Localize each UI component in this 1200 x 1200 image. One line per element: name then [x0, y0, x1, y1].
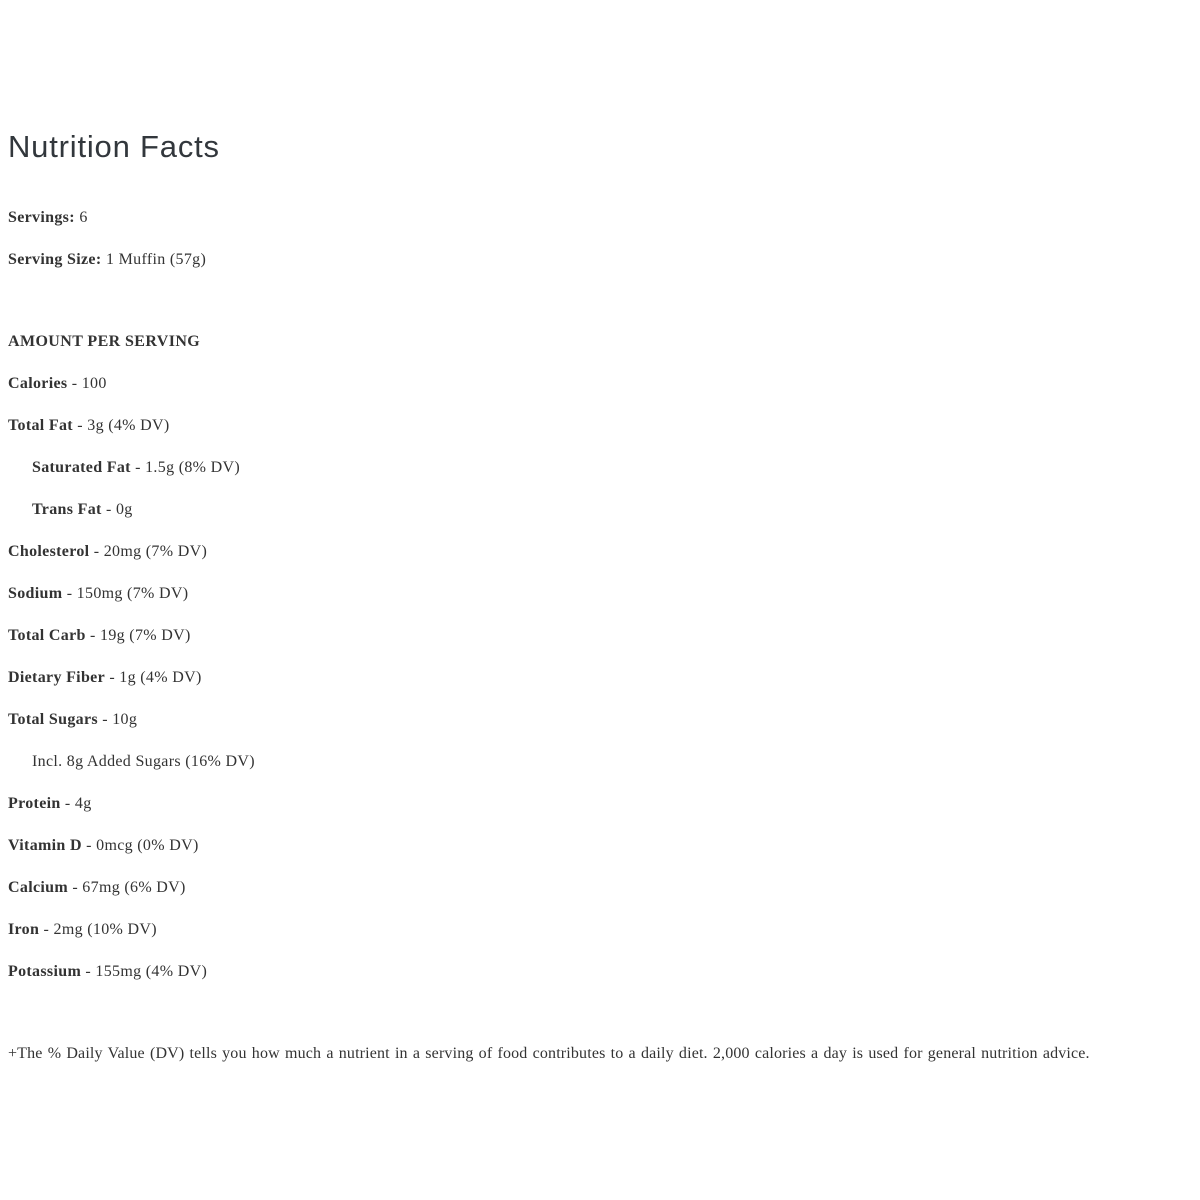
nutrient-label: Total Sugars — [8, 711, 98, 728]
nutrient-label: Iron — [8, 921, 40, 938]
servings-row — [8, 209, 1192, 226]
nutrient-label: Total Fat — [8, 417, 73, 434]
nutrient-row — [8, 459, 1192, 476]
nutrient-value: - 155mg (4% DV) — [81, 963, 208, 980]
nutrient-value: - 3g (4% DV) — [72, 417, 170, 434]
nutrient-row — [8, 711, 1192, 728]
nutrient-list — [8, 375, 1192, 980]
nutrient-label: Trans Fat — [32, 501, 102, 518]
nutrient-value: - 19g (7% DV) — [85, 627, 191, 644]
nutrient-value: - 67mg (6% DV) — [68, 879, 186, 896]
nutrient-value: - 150mg (7% DV) — [62, 585, 189, 602]
serving-size-row — [8, 251, 1192, 268]
nutrient-label: Sodium — [8, 585, 63, 602]
serving-size-value: 1 Muffin (57g) — [105, 251, 207, 268]
nutrient-value: - 2mg (10% DV) — [39, 921, 157, 938]
nutrient-row — [8, 375, 1192, 392]
nutrient-label: Calories — [8, 375, 68, 392]
nutrient-row — [8, 627, 1192, 644]
nutrient-label: Cholesterol — [8, 543, 90, 560]
nutrient-row — [8, 837, 1192, 854]
nutrient-value: - 10g — [97, 711, 138, 728]
nutrient-value: - 0g — [101, 501, 133, 518]
nutrient-value: - 1g (4% DV) — [105, 669, 202, 686]
nutrient-label: Total Carb — [8, 627, 86, 644]
nutrient-label: Dietary Fiber — [8, 669, 106, 686]
nutrient-row — [8, 543, 1192, 560]
page-title: Nutrition Facts — [8, 129, 220, 164]
servings-value: 6 — [79, 209, 88, 226]
nutrient-row — [8, 795, 1192, 812]
nutrient-label: Protein — [8, 795, 61, 812]
nutrient-value: - 0mcg (0% DV) — [81, 837, 199, 854]
nutrient-row — [8, 669, 1192, 686]
daily-value-footnote: +The % Daily Value (DV) tells you how much a nutrient in a serving of food contributes to a daily diet. 2,000 calories a day is used for general nutrition advice. — [8, 1045, 1090, 1062]
nutrient-label: Potassium — [8, 963, 82, 980]
servings-label: Servings: — [8, 209, 75, 226]
amount-per-serving-header: AMOUNT PER SERVING — [8, 333, 201, 350]
nutrient-row — [8, 417, 1192, 434]
nutrient-subtext: Incl. 8g Added Sugars (16% DV) — [32, 753, 255, 770]
nutrient-label: Vitamin D — [8, 837, 82, 854]
nutrient-value: - 4g — [60, 795, 92, 812]
nutrient-row — [8, 501, 1192, 518]
nutrient-row — [8, 921, 1192, 938]
nutrient-row — [8, 585, 1192, 602]
nutrient-label: Saturated Fat — [32, 459, 131, 476]
nutrient-value: - 20mg (7% DV) — [89, 543, 208, 560]
nutrient-row — [8, 963, 1192, 980]
nutrient-row — [8, 753, 1192, 770]
serving-size-label: Serving Size: — [8, 251, 102, 268]
nutrient-value: - 1.5g (8% DV) — [130, 459, 241, 476]
nutrient-row — [8, 879, 1192, 896]
nutrient-label: Calcium — [8, 879, 69, 896]
nutrient-value: - 100 — [67, 375, 107, 392]
